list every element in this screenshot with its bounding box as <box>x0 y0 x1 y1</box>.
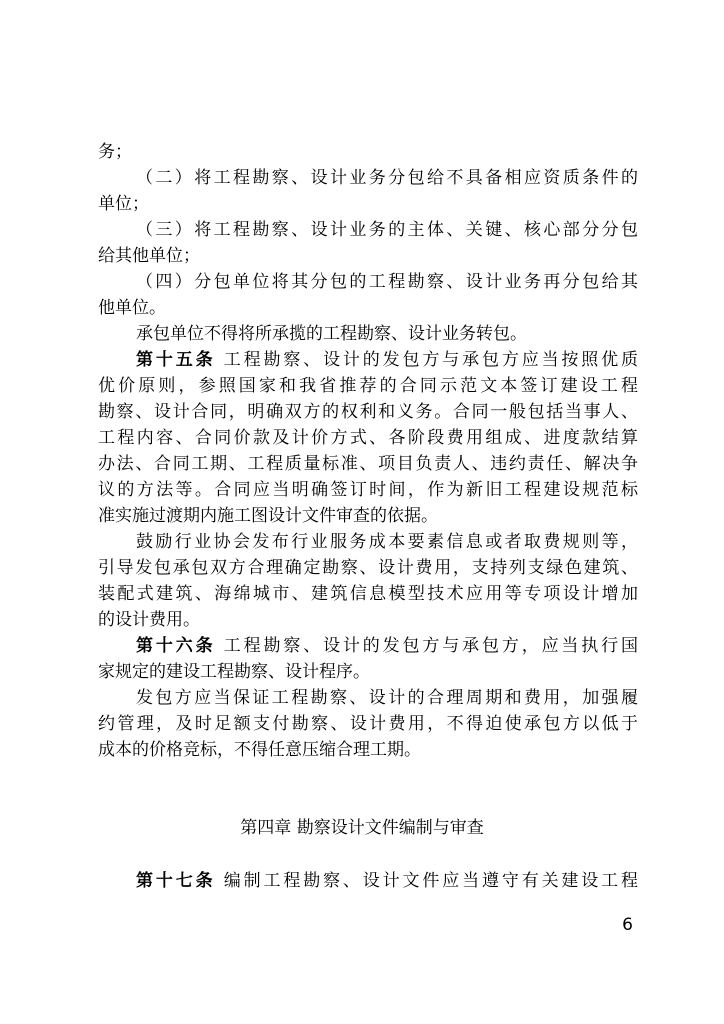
text-line: 办法、合同工期、工程质量标准、项目负责人、违约责任、解决争 <box>98 454 638 474</box>
article-16-label: 第十六条 <box>136 636 216 656</box>
text-line: 准实施过渡期内施工图设计文件审查的依据。 <box>98 506 438 526</box>
text-line: 给其他单位； <box>98 246 200 266</box>
article-16-first-line: 第十六条 工程勘察、设计的发包方与承包方，应当执行国 <box>136 636 638 656</box>
text-line: 成本的价格竞标，不得任意压缩合理工期。 <box>98 740 421 760</box>
text-line: （二）将工程勘察、设计业务分包给不具备相应资质条件的 <box>136 168 638 188</box>
text-line: 议的方法等。合同应当明确签订时间，作为新旧工程建设规范标 <box>98 480 638 500</box>
text-line: 他单位。 <box>98 298 166 318</box>
text-line: 装配式建筑、海绵城市、建筑信息模型技术应用等专项设计增加 <box>98 584 638 604</box>
text-line: 约管理，及时足额支付勘察、设计费用，不得迫使承包方以低于 <box>98 714 638 734</box>
article-15-label: 第十五条 <box>136 350 216 370</box>
text-line: 单位； <box>98 194 149 214</box>
text-line: 发包方应当保证工程勘察、设计的合理周期和费用，加强履 <box>136 688 638 708</box>
text-line: 务； <box>98 142 132 162</box>
chapter-heading: 第四章 勘察设计文件编制与审查 <box>240 818 484 838</box>
text-line: 引导发包承包双方合理确定勘察、设计费用，支持列支绿色建筑、 <box>98 558 638 578</box>
text-line: 的设计费用。 <box>98 610 200 630</box>
text-line: 承包单位不得将所承揽的工程勘察、设计业务转包。 <box>136 324 527 344</box>
text-line: 勘察、设计合同，明确双方的权利和义务。合同一般包括当事人、 <box>98 402 638 422</box>
article-15-first-line: 第十五条 工程勘察、设计的发包方与承包方应当按照优质 <box>136 350 638 370</box>
page-number: 6 <box>622 915 633 935</box>
text-line: （四）分包单位将其分包的工程勘察、设计业务再分包给其 <box>136 272 638 292</box>
text-line: 家规定的建设工程勘察、设计程序。 <box>98 662 370 682</box>
text-line: 鼓励行业协会发布行业服务成本要素信息或者取费规则等， <box>136 532 638 552</box>
article-17-label: 第十七条 <box>136 871 216 891</box>
text-line: 工程内容、合同价款及计价方式、各阶段费用组成、进度款结算 <box>98 428 638 448</box>
text-line: （三）将工程勘察、设计业务的主体、关键、核心部分分包 <box>136 220 638 240</box>
text-line: 优价原则，参照国家和我省推荐的合同示范文本签订建设工程 <box>98 376 638 396</box>
article-17-first-line: 第十七条 编制工程勘察、设计文件应当遵守有关建设工程 <box>136 871 638 891</box>
